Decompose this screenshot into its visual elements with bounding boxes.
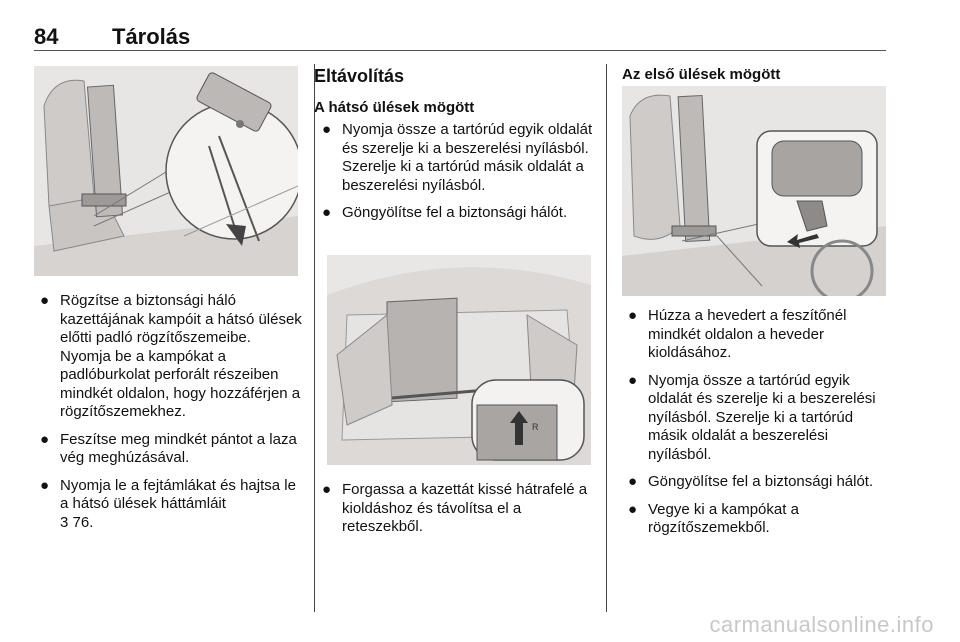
list-item: ● Nyomja le a fejtámlákat és hajtsa le a hátsó ülések háttámláit 3 76.	[40, 476, 296, 531]
column-divider-2	[606, 64, 607, 612]
left-instruction-list	[34, 292, 302, 541]
watermark: carmanualsonline.info	[709, 612, 934, 637]
section-heading: Eltávolítás	[314, 66, 405, 86]
page-number: 84	[34, 24, 59, 49]
middle-instruction-list-bottom	[316, 481, 600, 546]
list-item: ● Forgassa a kazettát kissé hátrafelé a kioldáshoz és távolítsa el a reteszekből.	[322, 481, 588, 535]
svg-text:R: R	[532, 422, 539, 432]
list-item: ● Vegye ki a kampókat a rögzítőszemekből.	[628, 500, 799, 536]
cargo-net-cassette-hook-illustration	[34, 66, 298, 276]
page-header	[34, 24, 886, 51]
front-seat-net-hook-illustration	[622, 86, 886, 296]
list-item: ● Nyomja össze a tartórúd egyik oldalát és szerelje ki a beszerelési nyílásból. Szerelje ki a tartórúd másik oldalát a beszerelési nyílásból.	[322, 121, 593, 194]
list-item: ● Göngyölítse fel a biztonsági hálót.	[628, 473, 874, 490]
cargo-cassette-release-icon	[327, 255, 591, 465]
list-item: ● Húzza a hevedert a feszítőnél mindkét oldalon a heveder kioldásához.	[628, 307, 847, 361]
front-seat-net-hook-icon	[622, 86, 886, 296]
cargo-cassette-release-illustration	[327, 255, 591, 465]
list-item: ● Göngyölítse fel a biztonsági hálót.	[322, 204, 568, 221]
list-item: ● Nyomja össze a tartórúd egyik oldalát és szerelje ki a beszerelési nyílásból. Szerelje ki a tartórúd másik oldalát a beszerelési nyílásból.	[628, 371, 876, 463]
section-subheading: A hátsó ülések mögött	[314, 99, 475, 116]
middle-instruction-list-top	[316, 121, 600, 232]
page-title: Tárolás	[112, 24, 191, 49]
section-subheading: Az első ülések mögött	[622, 66, 781, 83]
list-item: ● Rögzítse a biztonsági háló kazettájának kampóit a hátsó ülések előtti padló rögzítőszemeibe. Nyomja be a kampókat a padlóburkolat perforált részeiben mindkét oldalon, hogy hozzáférjen a rögzítőszemekhez.	[40, 292, 302, 420]
page-reference-arrow-icon: 3	[60, 513, 69, 531]
page-reference[interactable]: 76.	[72, 513, 94, 531]
list-item: ● Feszítse meg mindkét pántot a laza vég meghúzásával.	[40, 430, 297, 466]
right-instruction-list	[622, 307, 892, 547]
cargo-net-cassette-hook-icon	[34, 66, 298, 276]
column-divider-1	[314, 64, 315, 612]
